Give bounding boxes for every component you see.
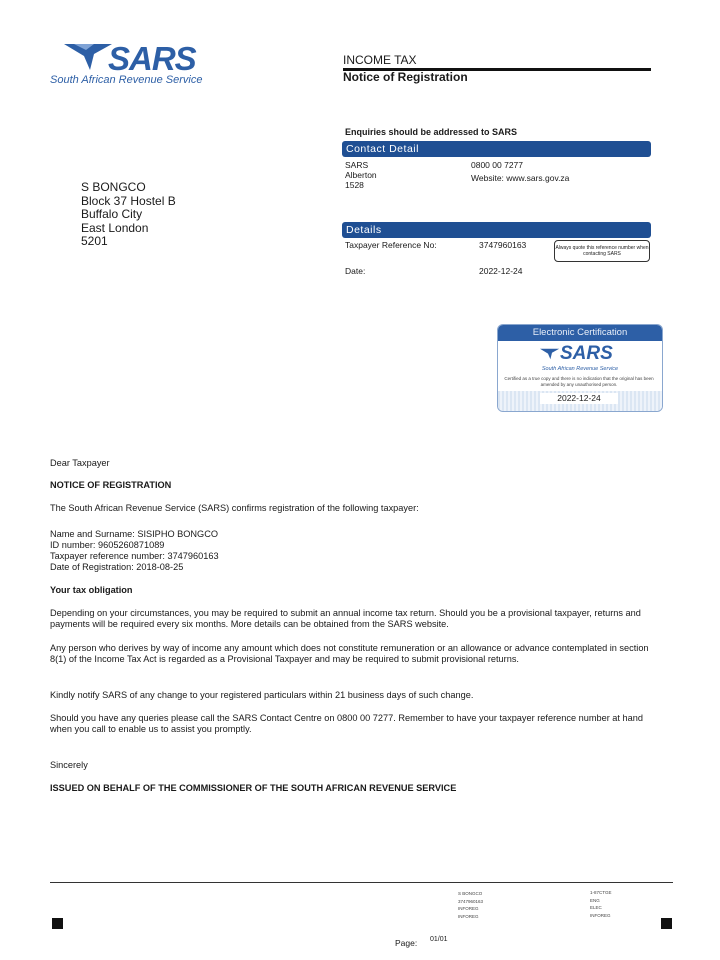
sars-logo-icon (64, 42, 114, 72)
taxpayer-reference: Taxpayer reference number: 3747960163 (50, 551, 219, 561)
contact-detail-heading: Contact Detail (342, 141, 651, 157)
intro-paragraph: The South African Revenue Service (SARS) confirms registration of the following taxpayer: (50, 503, 419, 513)
issuer-line: ISSUED ON BEHALF OF THE COMMISSIONER OF THE SOUTH AFRICAN REVENUE SERVICE (50, 783, 457, 793)
tax-type: INCOME TAX (343, 53, 417, 67)
certification-note: Certified as a true copy and there is no indication that the original has been amended by any unauthorised person. (504, 376, 654, 387)
obligation-heading: Your tax obligation (50, 585, 133, 595)
address-line: Buffalo City (81, 207, 143, 221)
address-line: Block 37 Hostel B (81, 193, 176, 208)
registration-date: Date of Registration: 2018-08-25 (50, 562, 184, 572)
contact-line: SARS (345, 160, 369, 170)
certification-brand: SARS (560, 343, 613, 364)
registration-mark (661, 918, 672, 929)
footer-code: INFOREG (458, 913, 479, 919)
electronic-certification-stamp (497, 324, 663, 412)
salutation: Dear Taxpayer (50, 458, 110, 468)
address-line: 5201 (81, 234, 108, 248)
letter-heading: NOTICE OF REGISTRATION (50, 480, 172, 490)
taxpayer-ref-value: 3747960163 (479, 240, 527, 250)
registration-mark (52, 918, 63, 929)
contact-line: 1528 (345, 180, 364, 190)
footer-code: S BONGCO (458, 891, 483, 896)
address-line: S BONGCO (81, 180, 146, 194)
notice-title: Notice of Registration (343, 70, 468, 84)
sars-logo (50, 40, 210, 90)
closing: Sincerely (50, 760, 88, 770)
taxpayer-ref-label: Taxpayer Reference No: (345, 240, 437, 250)
footer-codes-right (590, 889, 612, 919)
recipient-address (81, 181, 176, 249)
quote-reference-note: Always quote this reference number when contacting SARS (554, 240, 650, 262)
paragraph-provisional: Any person who derives by way of income any amount which does not constitute remuneration or an allowance or advance contemplated in section 8(1) of the Income Tax Act is regarded as a Provisional Taxpayer and may be required to submit provisional returns. (50, 643, 649, 664)
taxpayer-name: Name and Surname: SISIPHO BONGCO (50, 529, 218, 539)
page-number: 01/01 (430, 936, 448, 943)
address-line: East London (81, 220, 149, 235)
footer-code: ELEC (590, 905, 602, 911)
paragraph-notify-changes: Kindly notify SARS of any change to your registered particulars within 21 business days of such change. (50, 690, 474, 700)
certification-date: 2022-12-24 (540, 393, 618, 404)
footer-code: INFOREG (590, 912, 611, 918)
footer-code: ENG (590, 897, 600, 903)
certification-title: Electronic Certification (498, 325, 662, 341)
sars-logo-icon (540, 347, 560, 361)
footer-code: 1-87CTGE (590, 890, 612, 895)
footer-divider (50, 882, 673, 883)
contact-website: Website: www.sars.gov.za (471, 173, 570, 183)
footer-code: 3747960163 (458, 898, 484, 904)
paragraph-returns: Depending on your circumstances, you may be required to submit an annual income tax return. Should you be a provisional taxpayer, returns and payments will be required every six months. More details can be obtained from the SARS website. (50, 608, 641, 629)
certification-subtitle: South African Revenue Service (541, 366, 619, 372)
logo-subtitle: South African Revenue Service (50, 74, 203, 86)
contact-address (345, 160, 377, 190)
date-label: Date: (345, 266, 366, 276)
footer-code: INFOREG (458, 906, 479, 912)
paragraph-queries: Should you have any queries please call the SARS Contact Centre on 0800 00 7277. Remember to have your taxpayer reference number at hand when you call to enable us to assist you promptly. (50, 713, 643, 734)
taxpayer-id-number: ID number: 9605260871089 (50, 540, 165, 550)
date-value: 2022-12-24 (479, 266, 523, 276)
enquiries-note: Enquiries should be addressed to SARS (345, 127, 518, 137)
details-heading: Details (342, 222, 651, 238)
contact-phone: 0800 00 7277 (471, 160, 523, 170)
footer-codes-left (458, 890, 483, 920)
page-label: Page: (395, 938, 418, 948)
logo-brand: SARS (108, 40, 196, 77)
taxpayer-particulars (50, 529, 662, 573)
contact-line: Alberton (345, 170, 377, 180)
